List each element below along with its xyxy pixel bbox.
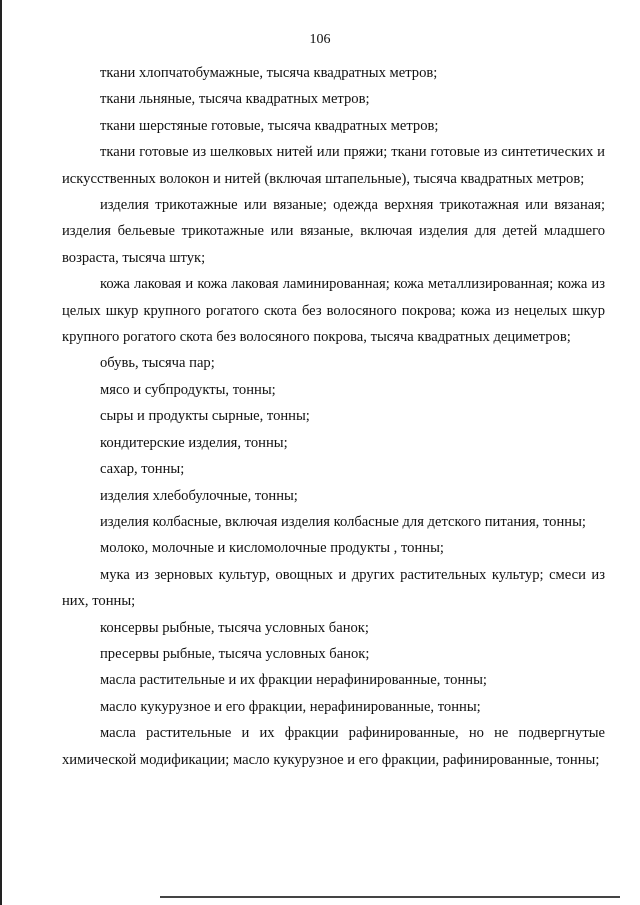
list-item: молоко, молочные и кисломолочные продукты , тонны; [100,540,444,557]
list-item: масла растительные и их фракции нерафинированные, тонны; [100,672,487,689]
list-item: ткани шерстяные готовые, тысяча квадратных метров; [100,117,439,134]
scan-edge-line [0,0,2,905]
list-item: изделия трикотажные или вязаные; одежда верхняя трикотажная или вязаная; изделия бельевые трикотажные или вязаные, включая изделия для детей младшего возраста, тысяча штук; [62,197,605,266]
list-item: изделия колбасные, включая изделия колбасные для детского питания, тонны; [100,513,586,530]
list-item: ткани льняные, тысяча квадратных метров; [100,91,370,108]
list-item: мука из зерновых культур, овощных и других растительных культур; смеси из них, тонны; [62,566,605,610]
scan-bottom-line [160,896,620,898]
list-item: консервы рыбные, тысяча условных банок; [100,619,369,636]
list-item: масла растительные и их фракции рафинированные, но не подвергнутые химической модификации; масло кукурузное и его фракции, рафинированные, тонны; [62,725,605,768]
list-item: ткани готовые из шелковых нитей или пряжи; ткани готовые из синтетических и искусственных волокон и нитей (включая штапельные), тысяча квадратных метров; [62,144,605,187]
list-item: мясо и субпродукты, тонны; [100,381,276,398]
list-item: ткани хлопчатобумажные, тысяча квадратных метров; [100,65,438,81]
page-number: 106 [309,32,331,47]
list-item: изделия хлебобулочные, тонны; [100,487,298,504]
list-item: сыры и продукты сырные, тонны; [100,408,310,425]
list-item: обувь, тысяча пар; [100,355,215,372]
list-item: масло кукурузное и его фракции, нерафинированные, тонны; [100,698,481,715]
document-body [62,60,605,773]
list-item: кондитерские изделия, тонны; [100,434,288,451]
list-item: кожа лаковая и кожа лаковая ламинированная; кожа металлизированная; кожа из целых шкур крупного рогатого скота без волосяного покрова; кожа из нецелых шкур крупного рогатого скота без волосяного покрова, тысяча квадратных дециметров; [62,276,605,346]
list-item: пресервы рыбные, тысяча условных банок; [100,645,370,662]
list-item: сахар, тонны; [100,461,185,478]
